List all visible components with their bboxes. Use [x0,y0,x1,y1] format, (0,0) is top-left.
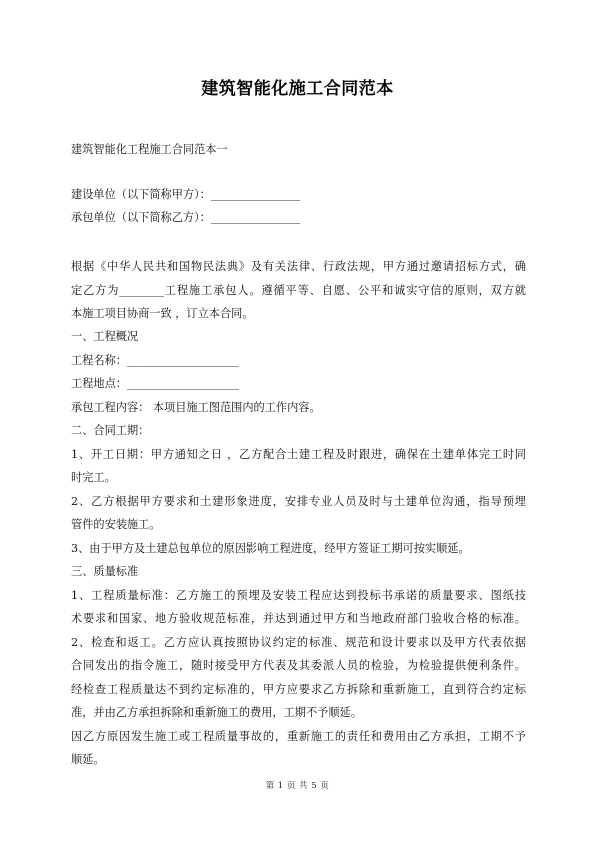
paragraph-line: 2、检查和返工。乙方应认真按照协议约定的标准、规范和设计要求以及甲方代表依据 [71,636,526,649]
paragraph-line: 3、由于甲方及土建总包单位的原因影响工程进度，经甲方签证工期可按实顺延。 [71,542,470,555]
paragraph-line: 本施工项目协商一致 ，订立本合同。 [71,307,254,320]
paragraph-line: 管件的安装施工。 [71,518,161,531]
subtitle-line: 建筑智能化工程施工合同范本一 [71,143,228,156]
paragraph-line: 根据《中华人民共和国物民法典》及有关法律、行政法规，甲方通过邀请招标方式，确 [71,260,526,273]
paragraph-line: 因乙方原因发生施工或工程质量事故的，重新施工的责任和费用由乙方承担，工期不予 [71,730,526,743]
section-heading: 一、工程概况 [71,330,139,343]
paragraph-line: 2、乙方根据甲方要求和土建形象进度，安排专业人员及时与土建单位沟通，指导预埋 [71,495,526,508]
section-heading: 三、质量标准 [71,565,139,578]
paragraph-line: 术要求和国家、地方验收规范标准，并达到通过甲方和当地政府部门验收合格的标准。 [71,612,526,625]
party-b-line: 承包单位（以下简称乙方）：________________ [71,211,301,224]
project-name-line: 工程名称：____________________ [71,354,239,367]
paragraph-line: 经检查工程质量达不到约定标准的，甲方应要求乙方拆除和重新施工，直到符合约定标 [71,683,526,696]
document-title: 建筑智能化施工合同范本 [201,79,394,99]
paragraph-line: 1、工程质量标准：乙方施工的预埋及安装工程应达到投标书承诺的质量要求、图纸技 [71,589,526,602]
project-location-line: 工程地点：____________________ [71,377,239,390]
paragraph-line: 准，并由乙方承担拆除和重新施工的费用，工期不予顺延。 [71,706,362,719]
paragraph-line: 时完工。 [71,471,116,484]
page-number-footer: 第 1 页 共 5 页 [265,781,330,791]
party-a-line: 建设单位（以下简称甲方）：________________ [71,188,301,201]
paragraph-line: 顺延。 [71,753,105,766]
project-scope-line: 承包工程内容： 本项目施工图范围内的工作内容。 [71,401,321,414]
paragraph-line: 合同发出的指令施工，随时接受甲方代表及其委派人员的检验，为检验提供便利条件。 [71,659,526,672]
section-heading: 二、合同工期： [71,424,150,437]
paragraph-line: 定乙方为________工程施工承包人。遵循平等、自愿、公平和诚实守信的原则，双方就 [71,284,526,297]
paragraph-line: 1、开工日期：甲方通知之日 ，乙方配合土建工程及时跟进，确保在土建单体完工时同 [71,448,526,461]
